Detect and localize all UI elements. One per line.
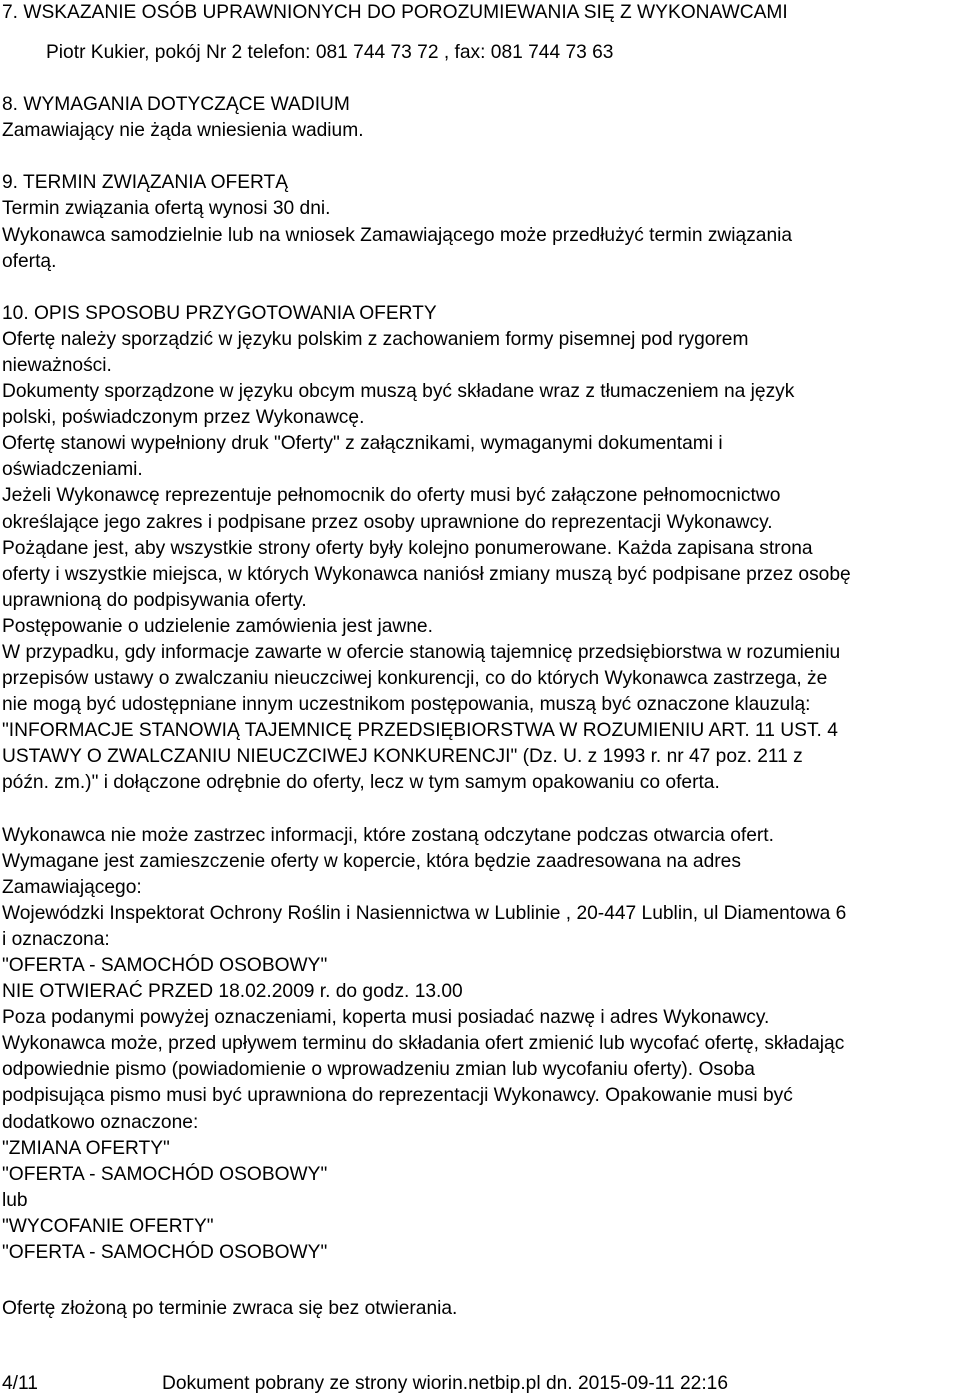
paragraph-line: Postępowanie o udzielenie zamówienia jest jawne. bbox=[2, 615, 433, 637]
paragraph-line: Wojewódzki Inspektorat Ochrony Roślin i Nasiennictwa w Lublinie , 20-447 Lublin, ul Diamentowa 6 bbox=[2, 902, 847, 924]
contact-person-line: Piotr Kukier, pokój Nr 2 telefon: 081 744 73 72 , fax: 081 744 73 63 bbox=[46, 42, 614, 64]
paragraph-line: Wymagane jest zamieszczenie oferty w kopercie, która będzie zaadresowana na adres bbox=[2, 850, 741, 872]
paragraph-line: nie mogą być udostępniane innym uczestnikom postępowania, muszą być oznaczone klauzulą: bbox=[2, 694, 811, 716]
page-number: 4/11 bbox=[2, 1373, 38, 1394]
paragraph-line: Dokumenty sporządzone w języku obcym muszą być składane wraz z tłumaczeniem na język bbox=[2, 381, 795, 403]
paragraph-line: uprawnioną do podpisywania oferty. bbox=[2, 589, 307, 611]
paragraph-line: "WYCOFANIE OFERTY" bbox=[2, 1215, 214, 1237]
paragraph-line: nieważności. bbox=[2, 354, 112, 376]
paragraph-line: późn. zm.)" i dołączone odrębnie do oferty, lecz w tym samym opakowaniu co oferta. bbox=[2, 772, 720, 794]
paragraph-line: przepisów ustawy o zwalczaniu nieuczciwej konkurencji, co do których Wykonawca zastrzega, że bbox=[2, 668, 828, 690]
page-footer bbox=[2, 1371, 958, 1397]
paragraph-line: określające jego zakres i podpisane przez osoby uprawnione do reprezentacji Wykonawcy. bbox=[2, 511, 773, 533]
paragraph-line: lub bbox=[2, 1189, 28, 1211]
paragraph-line: NIE OTWIERAĆ PRZED 18.02.2009 r. do godz. 13.00 bbox=[2, 981, 463, 1003]
paragraph-line: Zamawiającego: bbox=[2, 876, 142, 898]
section-8-text: Zamawiający nie żąda wniesienia wadium. bbox=[2, 120, 364, 142]
paragraph-line: Wykonawca nie może zastrzec informacji, które zostaną odczytane podczas otwarcia ofert. bbox=[2, 824, 774, 846]
section-10-body-continued bbox=[2, 823, 958, 1267]
paragraph-line: Ofertę stanowi wypełniony druk "Oferty" z załącznikami, wymaganymi dokumentami i bbox=[2, 433, 723, 455]
paragraph-line: "OFERTA - SAMOCHÓD OSOBOWY" bbox=[2, 955, 328, 976]
document-page bbox=[2, 0, 958, 1322]
paragraph-line: "OFERTA - SAMOCHÓD OSOBOWY" bbox=[2, 1163, 328, 1185]
paragraph-line: dodatkowo oznaczone: bbox=[2, 1111, 199, 1133]
paragraph-line: podpisująca pismo musi być uprawniona do reprezentacji Wykonawcy. Opakowanie musi być bbox=[2, 1085, 793, 1107]
paragraph-line: polski, poświadczonym przez Wykonawcę. bbox=[2, 407, 365, 429]
paragraph-line: Ofertę należy sporządzić w języku polskim z zachowaniem formy pisemnej pod rygorem bbox=[2, 328, 749, 350]
paragraph-line: i oznaczona: bbox=[2, 928, 110, 950]
section-8-heading: 8. WYMAGANIA DOTYCZĄCE WADIUM bbox=[2, 94, 350, 116]
paragraph-line: Poza podanymi powyżej oznaczeniami, koperta musi posiadać nazwę i adres Wykonawcy. bbox=[2, 1007, 770, 1029]
paragraph-line: "INFORMACJE STANOWIĄ TAJEMNICĘ PRZEDSIĘBIORSTWA W ROZUMIENIU ART. 11 UST. 4 bbox=[2, 720, 838, 742]
closing-statement: Ofertę złożoną po terminie zwraca się bez otwierania. bbox=[2, 1298, 458, 1320]
section-7-heading: 7. WSKAZANIE OSÓB UPRAWNIONYCH DO POROZUMIEWANIA SIĘ Z WYKONAWCAMI bbox=[2, 2, 788, 23]
section-9-text-2: Wykonawca samodzielnie lub na wniosek Zamawiającego może przedłużyć termin związania bbox=[2, 224, 793, 246]
paragraph-line: Wykonawca może, przed upływem terminu do składania ofert zmienić lub wycofać ofertę, składając bbox=[2, 1033, 845, 1055]
paragraph-line: USTAWY O ZWALCZANIU NIEUCZCIWEJ KONKURENCJI" (Dz. U. z 1993 r. nr 47 poz. 211 z bbox=[2, 746, 803, 768]
paragraph-line: "OFERTA - SAMOCHÓD OSOBOWY" bbox=[2, 1242, 328, 1264]
paragraph-line: Jeżeli Wykonawcę reprezentuje pełnomocnik do oferty musi być załączone pełnomocnictwo bbox=[2, 485, 781, 507]
paragraph-line: Pożądane jest, aby wszystkie strony oferty były kolejno ponumerowane. Każda zapisana strona bbox=[2, 537, 813, 559]
section-9-text-3: ofertą. bbox=[2, 250, 57, 272]
download-note: Dokument pobrany ze strony wiorin.netbip.pl dn. 2015-09-11 22:16 bbox=[162, 1373, 729, 1394]
paragraph-line: oświadczeniami. bbox=[2, 459, 143, 481]
paragraph-line: odpowiednie pismo (powiadomienie o wprowadzeniu zmian lub wycofaniu oferty). Osoba bbox=[2, 1059, 755, 1081]
paragraph-line: oferty i wszystkie miejsca, w których Wykonawca naniósł zmiany muszą być podpisane przez osobę bbox=[2, 563, 851, 585]
section-10-heading: 10. OPIS SPOSOBU PRZYGOTOWANIA OFERTY bbox=[2, 302, 437, 324]
paragraph-line: W przypadku, gdy informacje zawarte w ofercie stanowią tajemnicę przedsiębiorstwa w rozumieniu bbox=[2, 641, 841, 663]
section-9-text-1: Termin związania ofertą wynosi 30 dni. bbox=[2, 198, 331, 220]
section-9-heading: 9. TERMIN ZWIĄZANIA OFERTĄ bbox=[2, 172, 289, 194]
paragraph-line: "ZMIANA OFERTY" bbox=[2, 1137, 170, 1159]
section-10-body bbox=[2, 327, 958, 797]
